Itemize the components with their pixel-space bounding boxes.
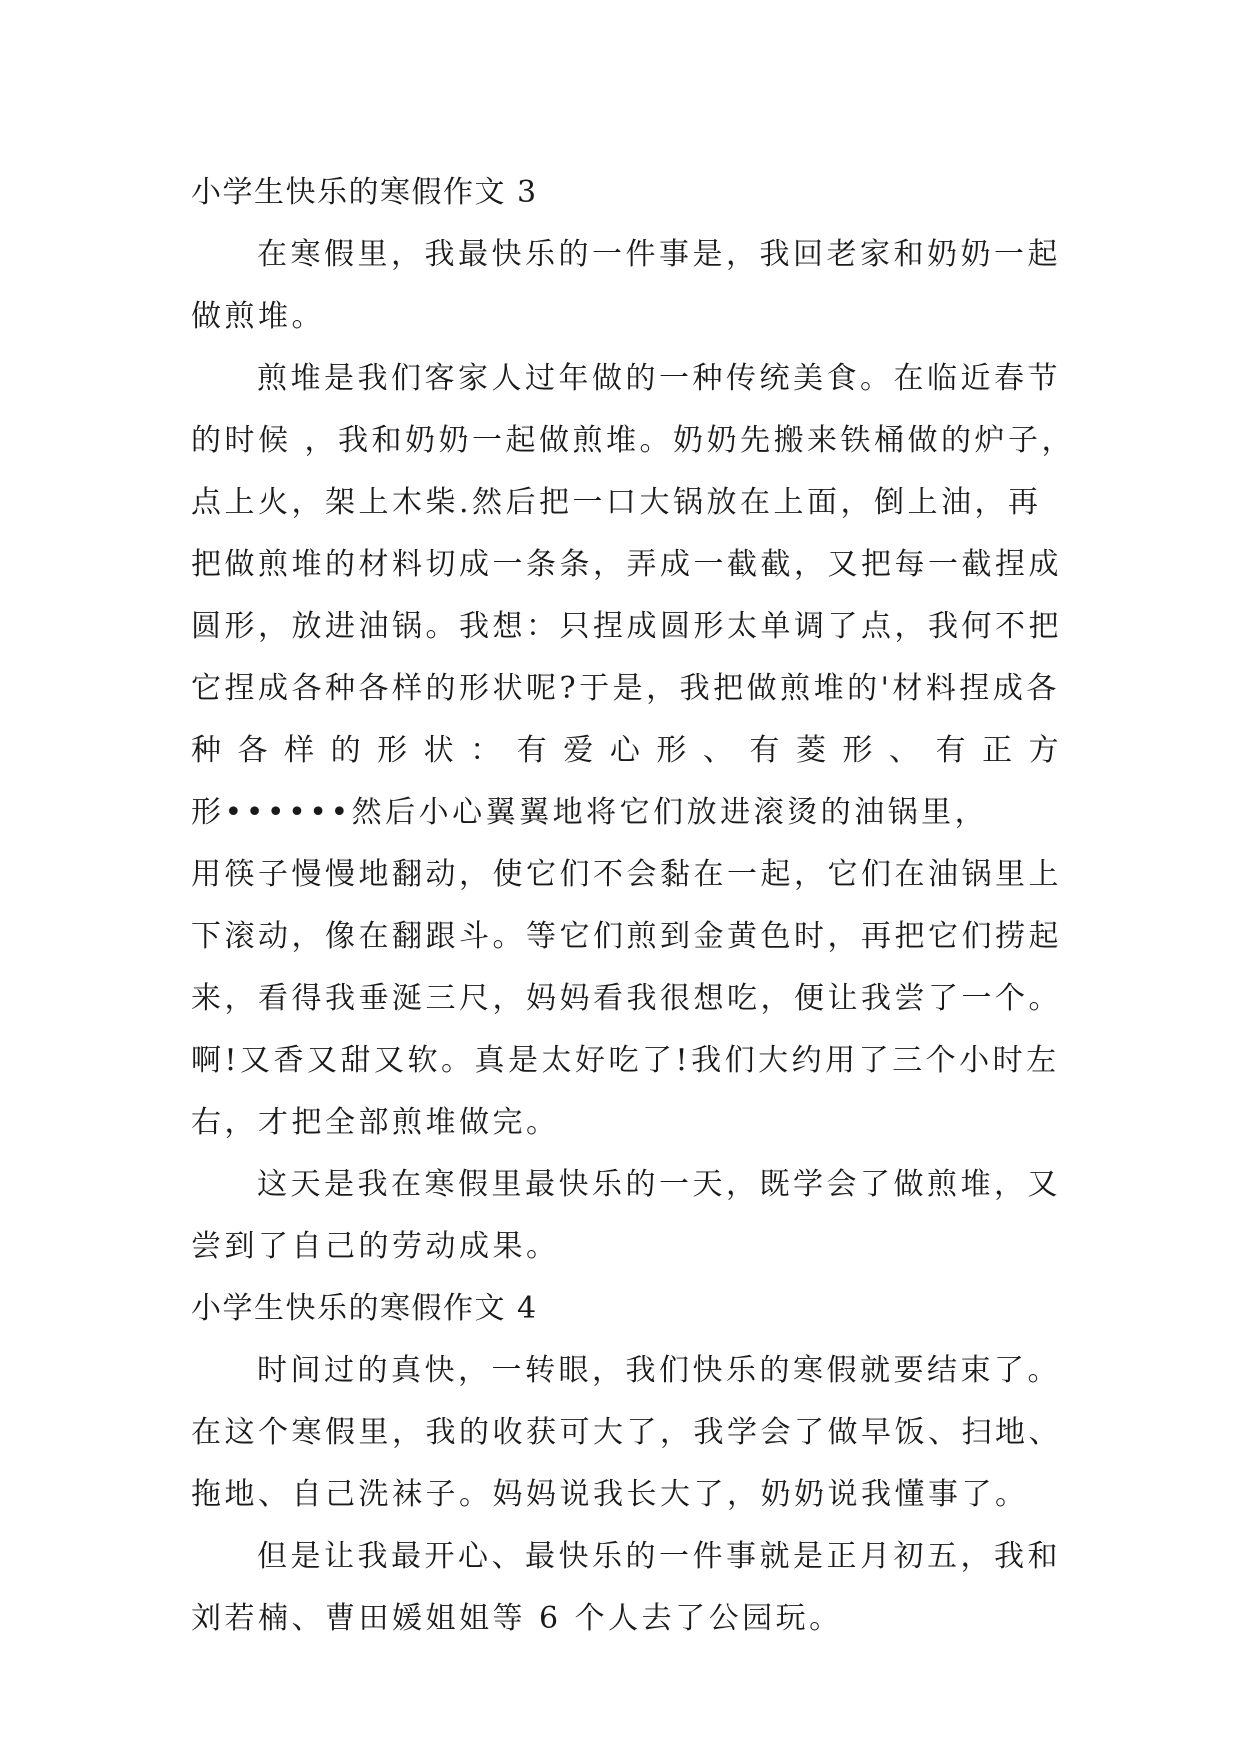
- text-line: 点上火，架上木柴.然后把一口大锅放在上面，倒上油，再: [191, 485, 1042, 520]
- text-line: 下滚动，像在翻跟斗。等它们煎到金黄色时，再把它们捞起: [191, 919, 1062, 954]
- text-line: 用筷子慢慢地翻动，使它们不会黏在一起，它们在油锅里上: [191, 857, 1062, 892]
- section-4-paragraph-1: [191, 1340, 1062, 1526]
- section-3-title: 小学生快乐的寒假作文 3: [191, 175, 538, 210]
- text-line: 煎堆是我们客家人过年做的一种传统美食。在临近春节: [257, 361, 1061, 396]
- text-line: 这天是我在寒假里最快乐的一天，既学会了做煎堆，又: [257, 1167, 1061, 1202]
- section-3-paragraph-1: [191, 224, 1061, 348]
- text-line: 种 各 样 的 形 状 ： 有 爱 心 形 、 有 菱 形 、 有 正 方: [191, 733, 1063, 768]
- section-4-paragraph-2: [191, 1526, 1061, 1650]
- text-line: 右，才把全部煎堆做完。: [191, 1105, 560, 1140]
- text-line: 时间过的真快，一转眼，我们快乐的寒假就要结束了。: [257, 1353, 1061, 1388]
- section-3-paragraph-3: [191, 1154, 1061, 1278]
- text-line: 把做煎堆的材料切成一条条，弄成一截截，又把每一截捏成: [191, 547, 1062, 582]
- text-line: 但是让我最开心、最快乐的一件事就是正月初五，我和: [257, 1539, 1061, 1574]
- text-line: 尝到了自己的劳动成果。: [191, 1229, 560, 1264]
- text-line: 的时候 ，我和奶奶一起做煎堆。奶奶先搬来铁桶做的炉子，: [191, 423, 1076, 458]
- text-line: 在这个寒假里，我的收获可大了，我学会了做早饭、扫地、: [191, 1415, 1062, 1450]
- text-line: 拖地、自己洗袜子。妈妈说我长大了，奶奶说我懂事了。: [191, 1477, 1029, 1512]
- document-body: [191, 162, 1076, 1650]
- text-line: 来，看得我垂涎三尺，妈妈看我很想吃，便让我尝了一个。: [191, 981, 1062, 1016]
- text-line: 啊!又香又甜又软。真是太好吃了!我们大约用了三个小时左: [191, 1043, 1060, 1078]
- text-line: 做煎堆。: [191, 299, 325, 334]
- text-line: 它捏成各种各样的形状呢?于是，我把做煎堆的'材料捏成各: [191, 671, 1060, 706]
- text-line: 在寒假里，我最快乐的一件事是，我回老家和奶奶一起: [257, 237, 1061, 272]
- section-4-title: 小学生快乐的寒假作文 4: [191, 1291, 538, 1326]
- section-3-paragraph-2: [191, 348, 1076, 1154]
- text-line: 圆形，放进油锅。我想：只捏成圆形太单调了点，我何不把: [191, 609, 1062, 644]
- text-line: 形••••••然后小心翼翼地将它们放进滚烫的油锅里，: [191, 795, 989, 830]
- text-line: 刘若楠、曹田媛姐姐等 6 个人去了公园玩。: [191, 1601, 843, 1636]
